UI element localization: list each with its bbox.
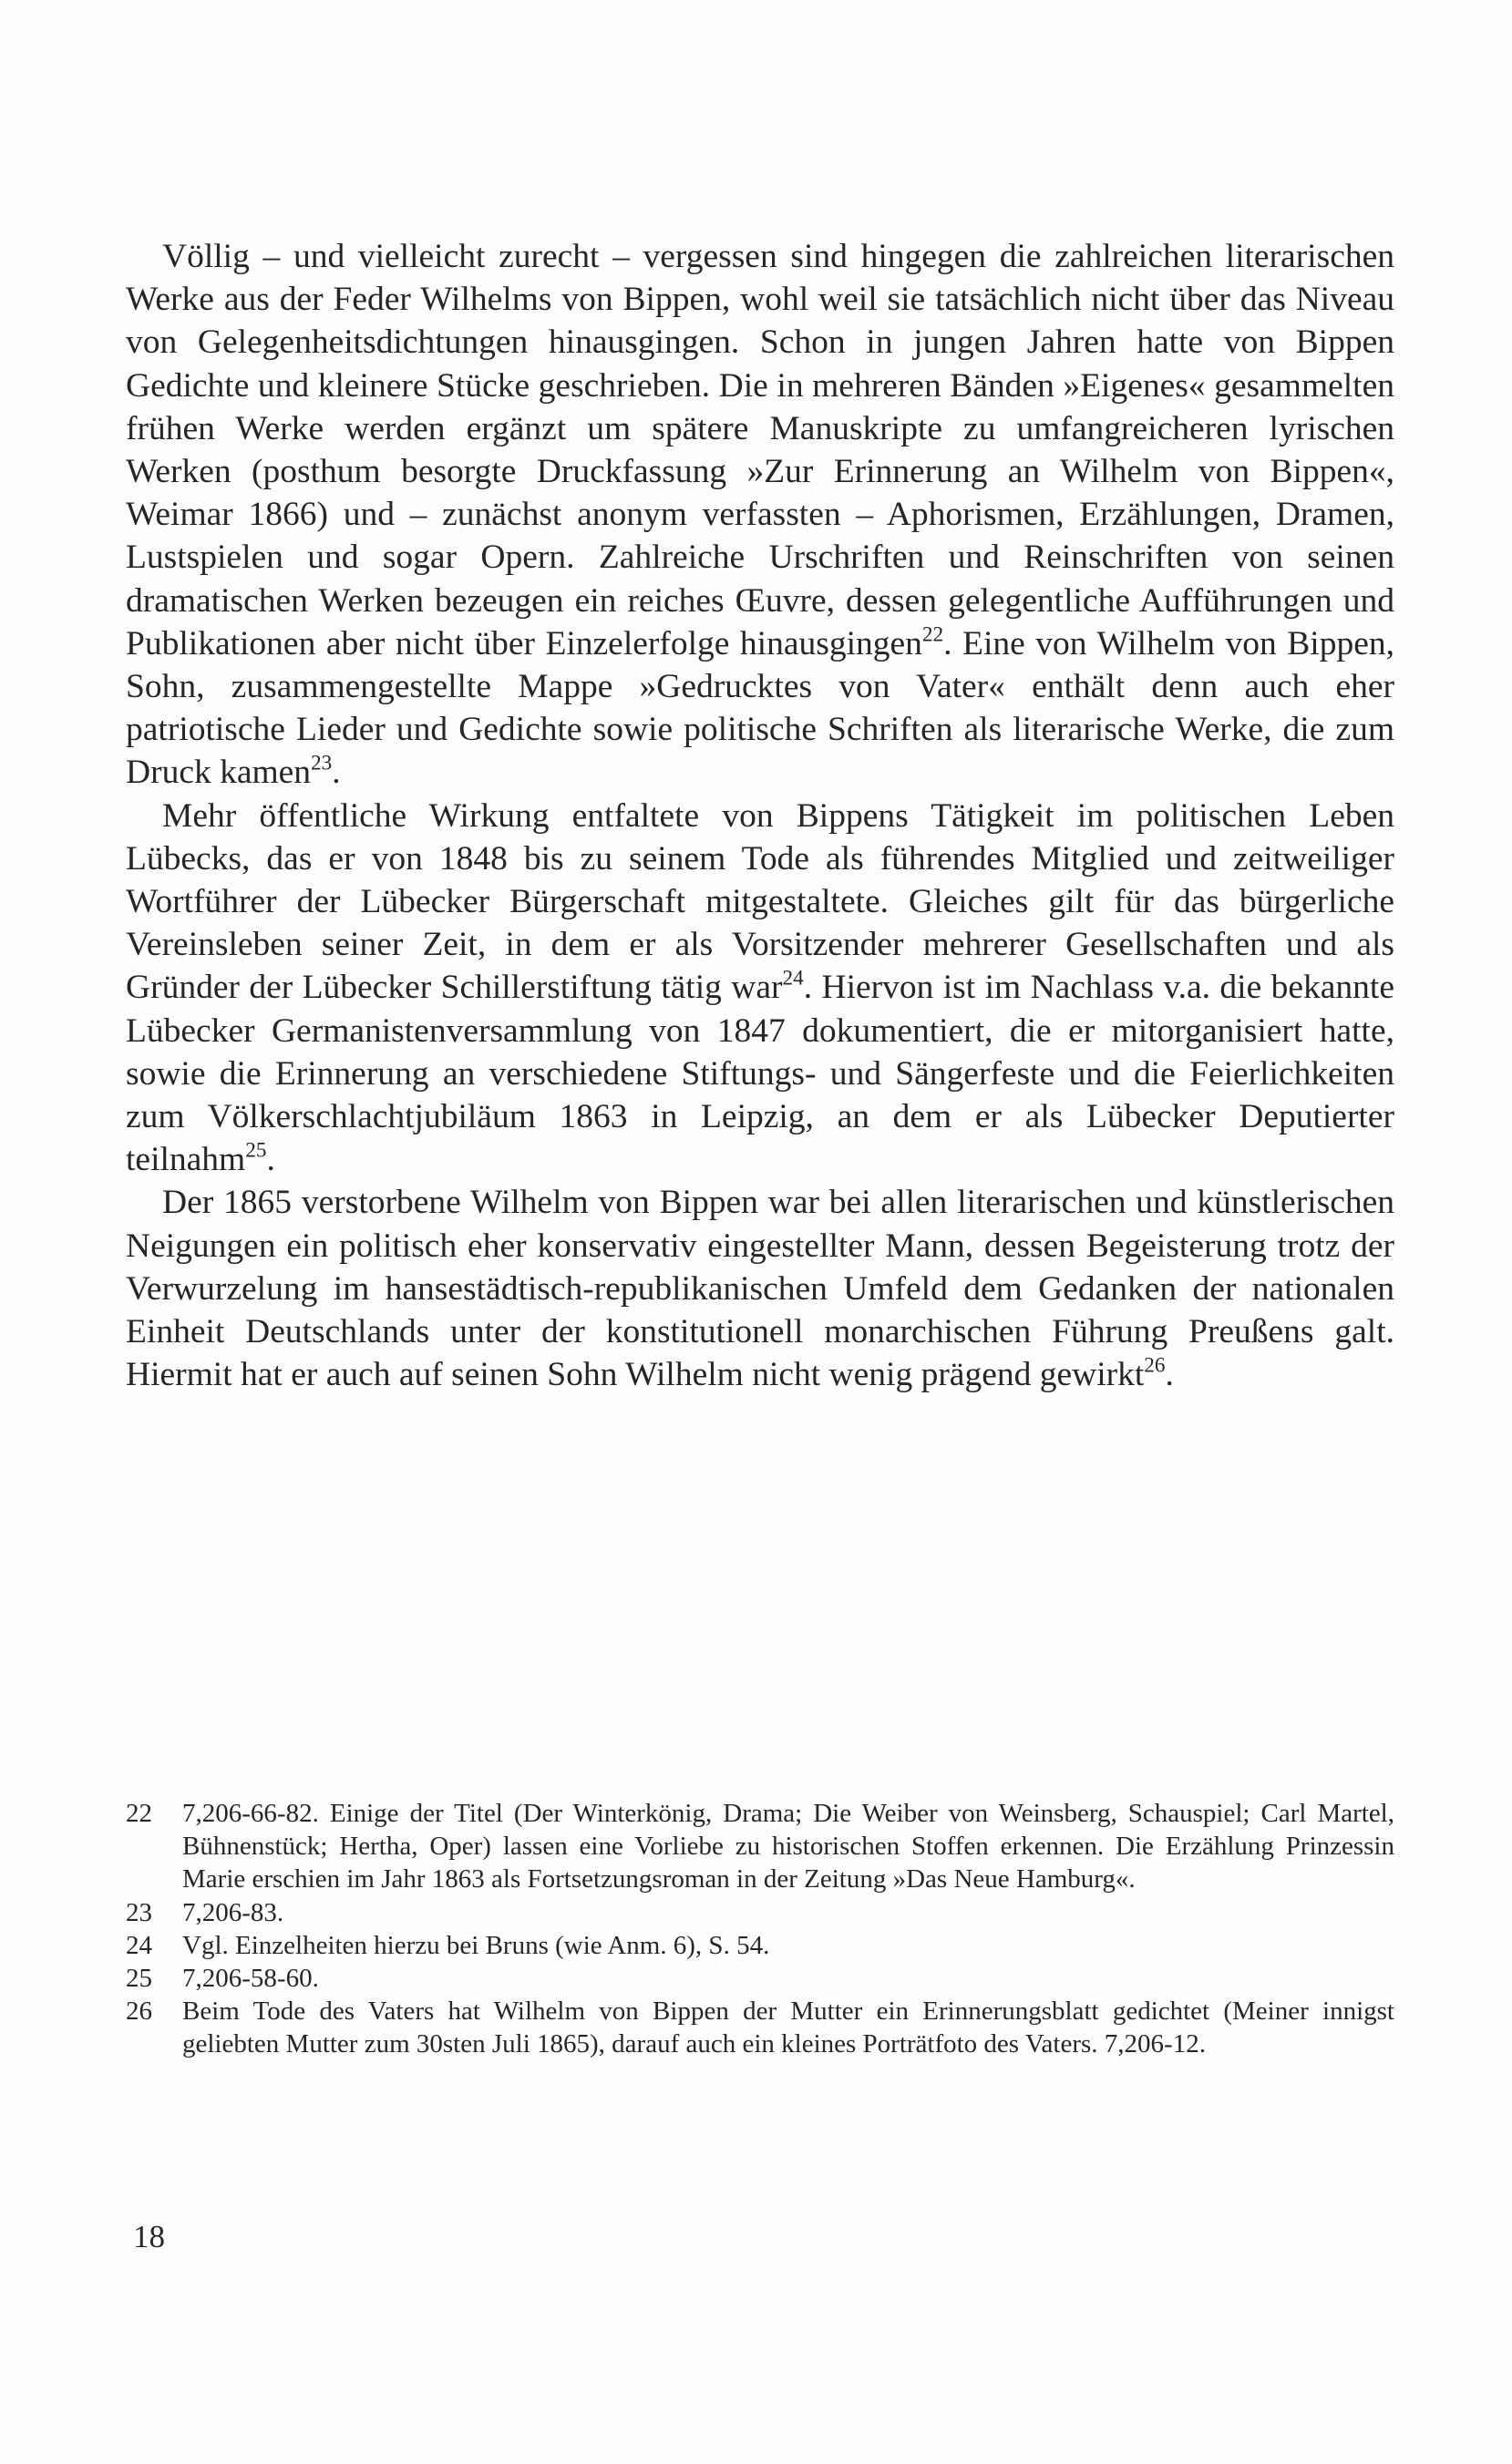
footnote-reference[interactable]: 23 [311, 752, 333, 776]
paragraph-text: . Hiervon ist im Nachlass v.a. die bekannte Lübecker Germanistenversammlung von 1847 dokumentiert, die er mitorganisiert hatte, sowie die Erinnerung an verschiedene Stiftungs- und Sängerfeste und die Feierlichkeiten zum Völkerschlachtjubiläum 1863 in Leipzig, an dem er als Lübecker Deputierter teilnahm [126, 969, 1394, 1179]
page-number: 18 [133, 2219, 165, 2254]
footnote-reference[interactable]: 22 [921, 622, 944, 647]
body-text [126, 235, 1394, 1396]
footnote [126, 1797, 1394, 1896]
footnote-reference[interactable]: 25 [245, 1138, 267, 1163]
paragraph [126, 1181, 1394, 1396]
footnote [126, 1896, 1394, 1929]
footnote-reference[interactable]: 26 [1144, 1353, 1166, 1378]
paragraph-text: Mehr öffentliche Wirkung entfaltete von Bippens Tätigkeit im politischen Leben Lübecks, das er von 1848 bis zu seinem Tode als führendes Mitglied und zeitweiliger Wortführer der Lübecker Bürgerschaft mitgestaltete. Gleiches gilt für das bürgerliche Vereinsleben seiner Zeit, in dem er als Vorsitzender mehrerer Gesellschaften und als Gründer der Lübecker Schillerstiftung tätig war [126, 796, 1394, 1007]
footnotes [126, 1797, 1394, 2061]
footnote-text: 7,206-58-60. [182, 1964, 319, 1994]
footnote-text: 7,206-83. [182, 1897, 284, 1927]
paragraph-text: . [266, 1141, 275, 1179]
paragraph [126, 235, 1394, 795]
footnote-number: 26 [126, 1997, 152, 2027]
footnote-text: Vgl. Einzelheiten hierzu bei Bruns (wie Anm. 6), S. 54. [182, 1930, 770, 1960]
paragraph-text: . Eine von Wilhelm von Bippen, Sohn, zusammengestellte Mappe »Gedrucktes von Vater« enthält denn auch eher patriotische Lieder und Gedichte sowie politische Schriften als literarische Werke, die zum Druck kamen [126, 624, 1394, 792]
paragraph-text: . [1165, 1356, 1174, 1394]
footnote-number: 22 [126, 1799, 152, 1828]
footnote [126, 1995, 1394, 2060]
paragraph-text: Völlig – und vielleicht zurecht – vergessen sind hingegen die zahlreichen literarischen Werke aus der Feder Wilhelms von Bippen, wohl weil sie tatsächlich nicht über das Niveau von Gelegenheitsdichtungen hinausgingen. Schon in jungen Jahren hatte von Bippen Gedichte und kleinere Stücke geschrieben. Die in mehreren Bänden »Eigenes« gesammelten frühen Werke werden ergänzt um spätere Manuskripte zu umfangreicheren lyrischen Werken (posthum besorgte Druckfassung »Zur Erinnerung an Wilhelm von Bippen«, Weimar 1866) und – zunächst anonym verfassten – Aphorismen, Erzählungen, Dramen, Lustspielen und sogar Opern. Zahlreiche Urschriften und Reinschriften von seinen dramatischen Werken bezeugen ein reiches Œuvre, dessen gelegentliche Aufführungen und Publikationen aber nicht über Einzelerfolge hinausgingen [126, 238, 1394, 662]
paragraph [126, 795, 1394, 1182]
footnote [126, 1929, 1394, 1962]
footnote-number: 24 [126, 1930, 152, 1960]
footnote-reference[interactable]: 24 [782, 967, 804, 991]
footnote-number: 23 [126, 1897, 152, 1927]
footnote-text: 7,206-66-82. Einige der Titel (Der Winterkönig, Drama; Die Weiber von Weinsberg, Schauspiel; Carl Martel, Bühnenstück; Hertha, Oper) lassen eine Vorliebe zu historischen Stoffen erkennen. Die Erzählung Prinzessin Marie erschien im Jahr 1863 als Fortsetzungsroman in der Zeitung »Das Neue Hamburg«. [182, 1799, 1394, 1894]
paragraph-text: . [332, 754, 341, 792]
footnote [126, 1962, 1394, 1995]
footnote-text: Beim Tode des Vaters hat Wilhelm von Bippen der Mutter ein Erinnerungsblatt gedichtet (Meiner innigst geliebten Mutter zum 30sten Juli 1865), darauf auch ein kleines Porträtfoto des Vaters. 7,206-12. [182, 1997, 1394, 2059]
paragraph-text: Der 1865 verstorbene Wilhelm von Bippen war bei allen literarischen und künstlerischen Neigungen ein politisch eher konservativ eingestellter Mann, dessen Begeisterung trotz der Verwurzelung im hansestädtisch-republikanischen Umfeld dem Gedanken der nationalen Einheit Deutschlands unter der konstitutionell monarchischen Führung Preußens galt. Hiermit hat er auch auf seinen Sohn Wilhelm nicht wenig prägend gewirkt [126, 1184, 1394, 1394]
footnote-number: 25 [126, 1964, 152, 1994]
